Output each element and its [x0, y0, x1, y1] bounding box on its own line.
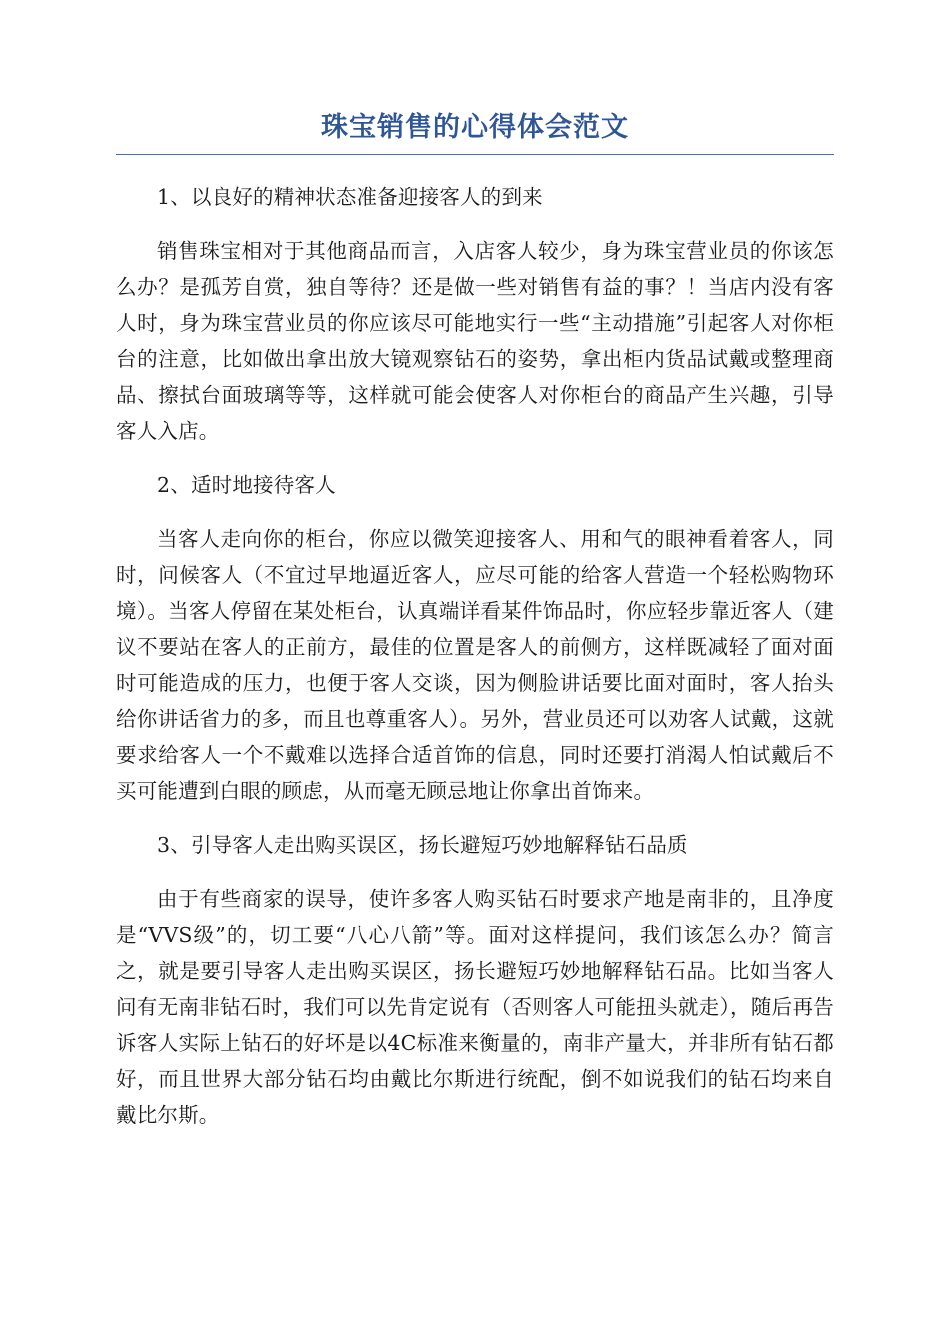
section-paragraph: 由于有些商家的误导，使许多客人购买钻石时要求产地是南非的，且净度是“VVS级”的，切工要“八心八箭”等。面对这样提问，我们该怎么办？简言之，就是要引导客人走出购买误区，扬长避短巧妙地解释钻石品。比如当客人问有无南非钻石时，我们可以先肯定说有（否则客人可能扭头就走），随后再告诉客人实际上钻石的好坏是以4C标准来衡量的，南非产量大，并非所有钻石都好，而且世界大部分钻石均由戴比尔斯进行统配，倒不如说我们的钻石均来自戴比尔斯。: [116, 887, 834, 1127]
section-heading: 2、适时地接待客人: [157, 473, 336, 497]
section-3: [116, 827, 834, 1133]
document-page: [116, 108, 834, 1151]
title-underline: [116, 154, 834, 155]
document-title: 珠宝销售的心得体会范文: [321, 112, 629, 143]
section-paragraph: 销售珠宝相对于其他商品而言，入店客人较少，身为珠宝营业员的你该怎么办？是孤芳自赏，独自等待？还是做一些对销售有益的事？！当店内没有客人时，身为珠宝营业员的你应该尽可能地实行一些“主动措施”引起客人对你柜台的注意，比如做出拿出放大镜观察钻石的姿势，拿出柜内货品试戴或整理商品、擦拭台面玻璃等等，这样就可能会使客人对你柜台的商品产生兴趣，引导客人入店。: [116, 239, 834, 443]
section-heading: 3、引导客人走出购买误区，扬长避短巧妙地解释钻石品质: [157, 833, 688, 857]
section-1: [116, 179, 834, 449]
section-paragraph: 当客人走向你的柜台，你应以微笑迎接客人、用和气的眼神看着客人，同时，问候客人（不宜过早地逼近客人，应尽可能的给客人营造一个轻松购物环境）。当客人停留在某处柜台，认真端详看某件饰品时，你应轻步靠近客人（建议不要站在客人的正前方，最佳的位置是客人的前侧方，这样既减轻了面对面时可能造成的压力，也便于客人交谈，因为侧脸讲话要比面对面时，客人抬头给你讲话省力的多，而且也尊重客人）。另外，营业员还可以劝客人试戴，这就要求给客人一个不戴难以选择合适首饰的信息，同时还要打消渴人怕试戴后不买可能遭到白眼的顾虑，从而毫无顾忌地让你拿出首饰来。: [116, 527, 834, 803]
section-heading: 1、以良好的精神状态准备迎接客人的到来: [157, 185, 543, 209]
section-2: [116, 467, 834, 809]
